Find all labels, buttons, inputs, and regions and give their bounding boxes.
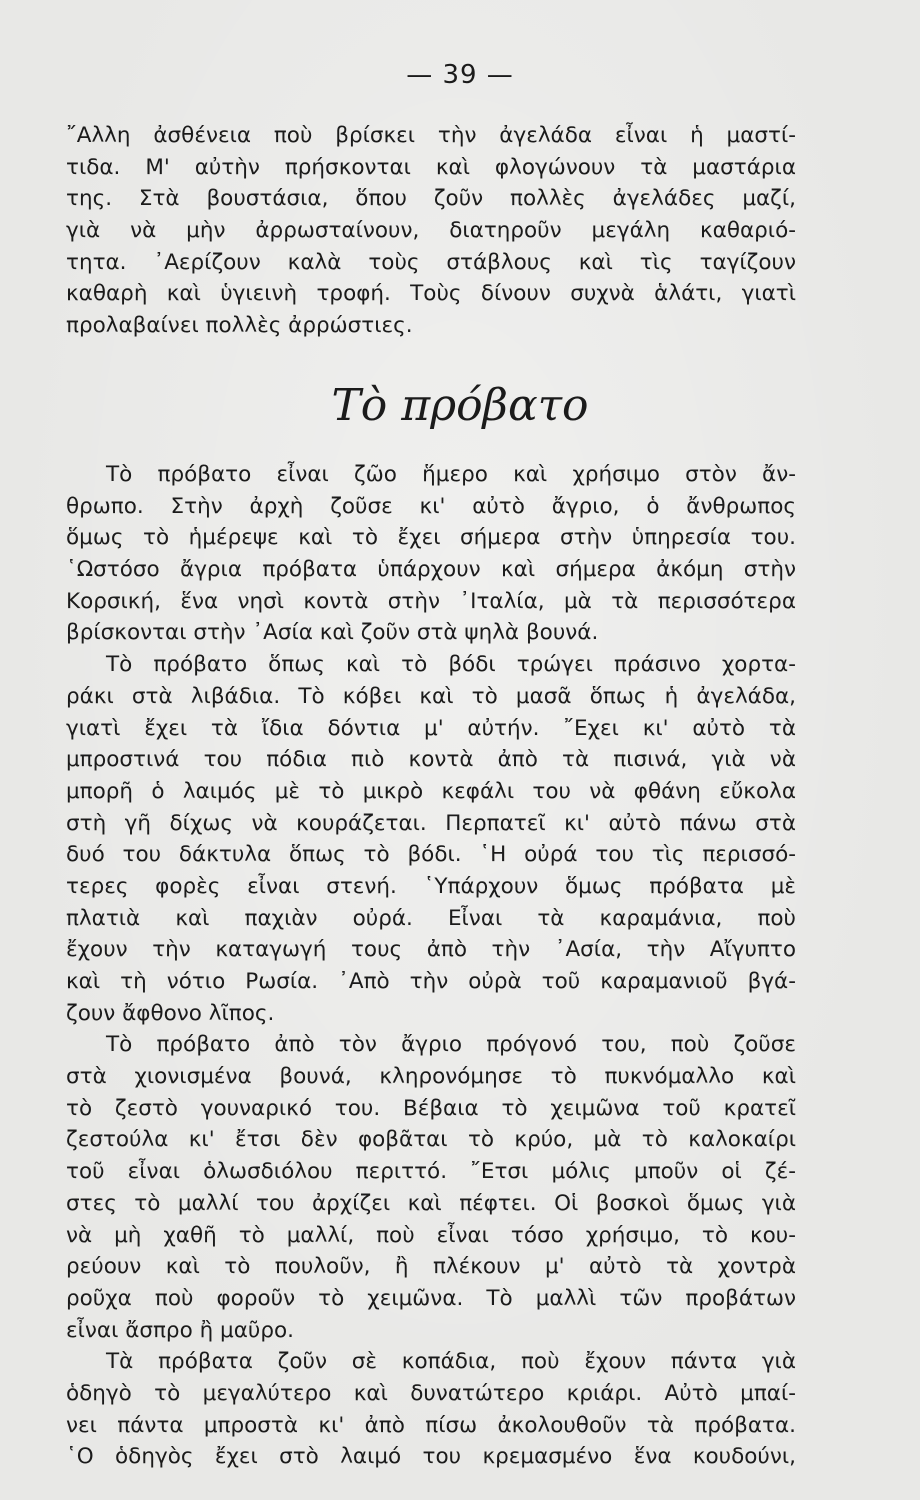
text-line: ὅμως τὸ ἡμέρεψε καὶ τὸ ἔχει σήμερα στὴν ὑπηρεσία του. — [66, 525, 796, 551]
text-line: στὴ γῆ δίχως νὰ κουράζεται. Περπατεῖ κι' αὐτὸ πάνω στὰ — [66, 810, 796, 836]
text-line: βρίσκονται στὴν ᾿Ασία καὶ ζοῦν στὰ ψηλὰ βουνά. — [66, 620, 599, 646]
text-line: ζουν ἄφθονο λῖπος. — [66, 1000, 275, 1026]
text-line: ροῦχα ποὺ φοροῦν τὸ χειμῶνα. Τὸ μαλλὶ τῶν προβάτων — [66, 1285, 796, 1311]
text-line: τητα. ᾿Αερίζουν καλὰ τοὺς στάβλους καὶ τὶς ταγίζουν — [66, 249, 796, 275]
text-line: θρωπο. Στὴν ἀρχὴ ζοῦσε κι' αὐτὸ ἄγριο, ὁ ἄνθρωπος — [66, 493, 796, 519]
page-number: — 39 — — [406, 60, 514, 90]
text-line: μπορῆ ὁ λαιμός μὲ τὸ μικρὸ κεφάλι του νὰ φθάνη εὔκολα — [66, 778, 796, 804]
text-line: τερες φορὲς εἶναι στενή. ῾Υπάρχουν ὅμως πρόβατα μὲ — [66, 873, 796, 899]
text-line: γιατὶ ἔχει τὰ ἴδια δόντια μ' αὐτήν. ῎Εχει κι' αὐτὸ τὰ — [66, 715, 796, 741]
text-line: Τὸ πρόβατο ἀπὸ τὸν ἄγριο πρόγονό του, ποὺ ζοῦσε — [106, 1032, 796, 1058]
text-line: προλαβαίνει πολλὲς ἀρρώστιες. — [66, 313, 413, 339]
text-line: ζεστούλα κι' ἔτσι δὲν φοβᾶται τὸ κρύο, μὰ τὸ καλοκαίρι — [66, 1127, 796, 1153]
text-line: στες τὸ μαλλί του ἀρχίζει καὶ πέφτει. Οἱ βοσκοὶ ὅμως γιὰ — [66, 1190, 796, 1216]
text-line: ῾Ο ὁδηγὸς ἔχει στὸ λαιμό του κρεμασμένο ἕνα κουδούνι, — [66, 1444, 796, 1470]
text-line: ἔχουν τὴν καταγωγή τους ἀπὸ τὴν ᾿Ασία, τὴν Αἴγυπτο — [66, 937, 796, 963]
text-line: Τὰ πρόβατα ζοῦν σὲ κοπάδια, ποὺ ἔχουν πάντα γιὰ — [106, 1349, 796, 1375]
text-line: εἶναι ἄσπρο ἢ μαῦρο. — [66, 1317, 294, 1343]
text-line: στὰ χιονισμένα βουνά, κληρονόμησε τὸ πυκνόμαλλο καὶ — [66, 1064, 796, 1090]
text-line: ῾Ωστόσο ἄγρια πρόβατα ὑπάρχουν καὶ σήμερα ἀκόμη στὴν — [66, 557, 796, 583]
paragraph-cow-diseases — [66, 120, 796, 342]
text-line: νὰ μὴ χαθῆ τὸ μαλλί, ποὺ εἶναι τόσο χρήσιμο, τὸ κου- — [66, 1222, 796, 1248]
text-line: ρεύουν καὶ τὸ πουλοῦν, ἢ πλέκουν μ' αὐτὸ τὰ χοντρὰ — [66, 1254, 796, 1280]
text-line: καθαρὴ καὶ ὑγιεινὴ τροφή. Τοὺς δίνουν συχνὰ ἁλάτι, γιατὶ — [66, 281, 796, 307]
section-body-sheep — [66, 459, 796, 1473]
text-line: Τὸ πρόβατο εἶναι ζῶο ἥμερο καὶ χρήσιμο στὸν ἄν- — [106, 462, 796, 487]
section-title: Τὸ πρόβατο — [331, 380, 589, 431]
text-line: Τὸ πρόβατο ὅπως καὶ τὸ βόδι τρώγει πράσινο χορτα- — [106, 652, 796, 678]
text-line: γιὰ νὰ μὴν ἀρρωσταίνουν, διατηροῦν μεγάλη καθαριό- — [66, 218, 796, 244]
text-line: καὶ τὴ νότιο Ρωσία. ᾿Απὸ τὴν οὐρὰ τοῦ καραμανιοῦ βγά- — [66, 969, 796, 994]
text-line: ῎Αλλη ἀσθένεια ποὺ βρίσκει τὴν ἀγελάδα εἶναι ἡ μαστί- — [66, 123, 796, 148]
text-line: ὁδηγὸ τὸ μεγαλύτερο καὶ δυνατώτερο κριάρι. Αὐτὸ μπαί- — [66, 1380, 796, 1406]
text-line: Κορσική, ἕνα νησὶ κοντὰ στὴν ᾿Ιταλία, μὰ τὰ περισσότερα — [66, 588, 796, 614]
text-line: τὸ ζεστὸ γουναρικό του. Βέβαια τὸ χειμῶνα τοῦ κρατεῖ — [66, 1095, 796, 1121]
text-line: ράκι στὰ λιβάδια. Τὸ κόβει καὶ τὸ μασᾶ ὅπως ἡ ἀγελάδα, — [66, 683, 796, 709]
text-line: της. Στὰ βουστάσια, ὅπου ζοῦν πολλὲς ἀγελάδες μαζί, — [66, 186, 796, 212]
text-line: τοῦ εἶναι ὁλωσδιόλου περιττό. ῎Ετσι μόλις μποῦν οἱ ζέ- — [66, 1159, 796, 1185]
text-line: δυό του δάκτυλα ὅπως τὸ βόδι. ῾Η οὐρά του τὶς περισσό- — [66, 842, 796, 868]
text-line: πλατιὰ καὶ παχιὰν οὐρά. Εἶναι τὰ καραμάνια, ποὺ — [66, 905, 796, 931]
text-line: νει πάντα μπροστὰ κι' ἀπὸ πίσω ἀκολουθοῦν τὰ πρόβατα. — [66, 1412, 796, 1438]
text-line: τιδα. Μ' αὐτὴν πρήσκονται καὶ φλογώνουν τὰ μαστάρια — [66, 154, 796, 180]
text-line: μπροστινά του πόδια πιὸ κοντὰ ἀπὸ τὰ πισινά, γιὰ νὰ — [66, 747, 796, 773]
